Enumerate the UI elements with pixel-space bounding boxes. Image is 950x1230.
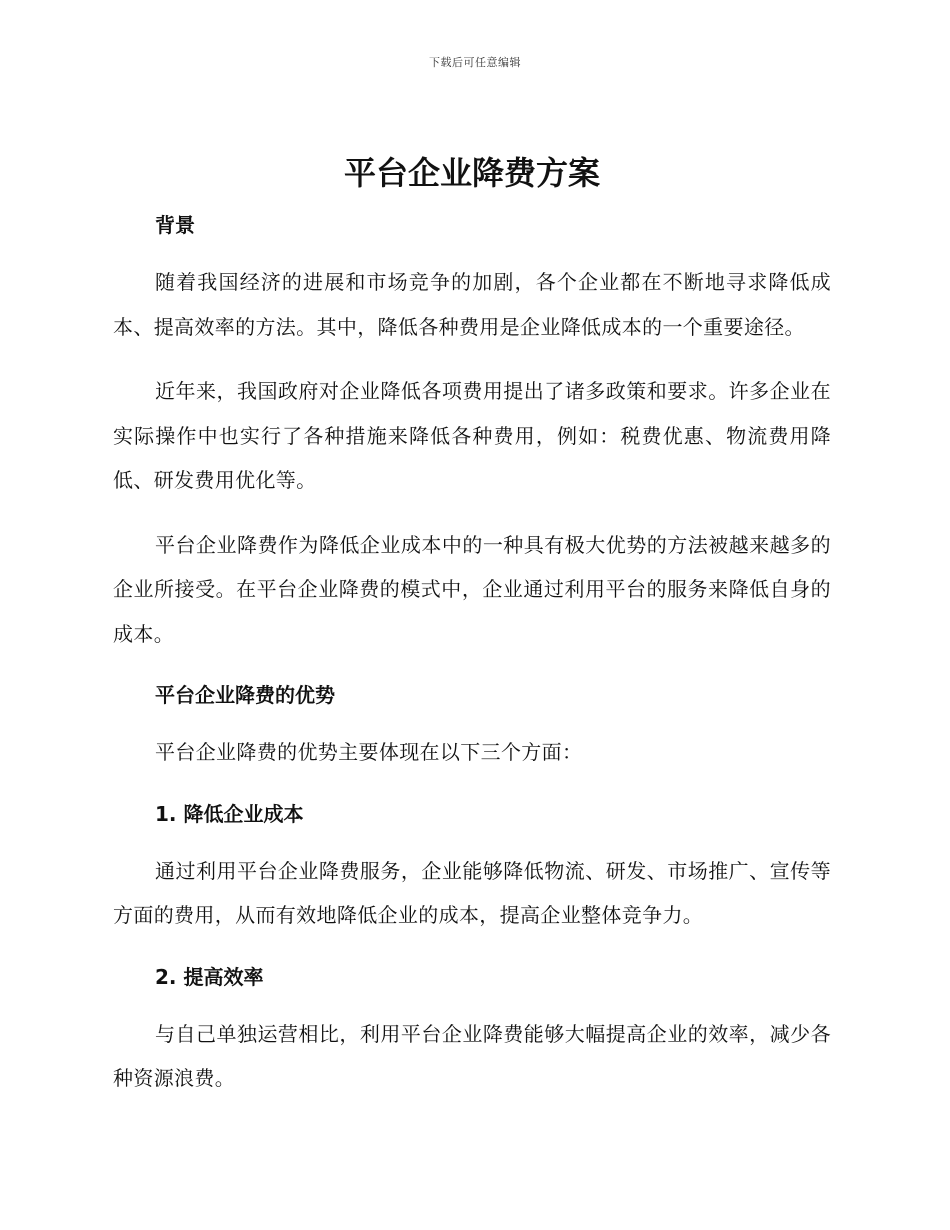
paragraph-background-3: 平台企业降费作为降低企业成本中的一种具有极大优势的方法被越来越多的企业所接受。在平台企业降费的模式中，企业通过利用平台的服务来降低自身的成本。: [113, 532, 831, 646]
subheading-reduce-cost: 1. 降低企业成本: [155, 801, 304, 826]
page-header-note: 下载后可任意编辑: [429, 56, 521, 69]
paragraph-background-1: 随着我国经济的进展和市场竞争的加剧，各个企业都在不断地寻求降低成本、提高效率的方法。其中，降低各种费用是企业降低成本的一个重要途径。: [113, 270, 831, 339]
document-title: 平台企业降费方案: [343, 154, 600, 192]
paragraph-improve-efficiency: 与自己单独运营相比，利用平台企业降费能够大幅提高企业的效率，减少各种资源浪费。: [113, 1021, 831, 1090]
section-heading-advantages: 平台企业降费的优势: [155, 683, 335, 707]
document-body: [113, 150, 831, 1101]
section-heading-background: 背景: [155, 213, 195, 237]
paragraph-background-2: 近年来，我国政府对企业降低各项费用提出了诸多政策和要求。许多企业在实际操作中也实行了各种措施来降低各种费用，例如：税费优惠、物流费用降低、研发费用优化等。: [113, 379, 831, 492]
paragraph-reduce-cost: 通过利用平台企业降费服务，企业能够降低物流、研发、市场推广、宣传等方面的费用，从而有效地降低企业的成本，提高企业整体竞争力。: [113, 858, 831, 927]
paragraph-advantages-intro: 平台企业降费的优势主要体现在以下三个方面：: [155, 740, 583, 764]
subheading-improve-efficiency: 2. 提高效率: [155, 964, 264, 989]
